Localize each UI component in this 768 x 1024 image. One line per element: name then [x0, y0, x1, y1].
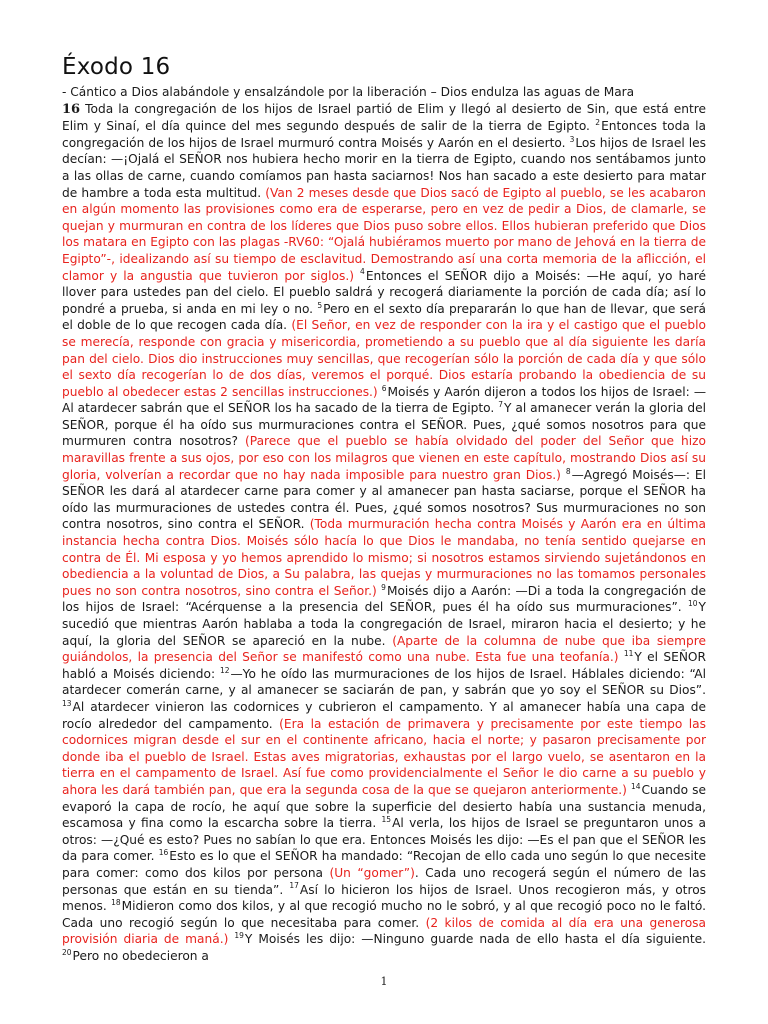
commentary-note: (Un “gomer”) [329, 865, 415, 880]
commentary-note: (Toda murmuración hecha contra Moisés y Aarón era en última instancia hecha contra Dios. Moisés sólo hacía lo que Dios le mandaba, no tenía sentido quejarse en contra de Él. Mi esposa y yo hemos aprendido lo mismo; si nosotros estamos sirviendo sujetándonos en obediencia a la voluntad de Dios, a Su palabra, las quejas y murmuraciones no las tomamos personales pues no son contra nosotros, sino contra el Señor.) [62, 517, 706, 598]
page-title: Éxodo 16 [62, 54, 171, 80]
scripture-text: Cuando se evaporó la capa de rocío, he aquí que sobre la superficie del desierto había una sustancia menuda, escamosa y fina como la escarcha sobre la tierra. [62, 782, 707, 831]
scripture-text: Al atardecer vinieron las codornices y cubrieron el campamento. Y al amanecer había una capa de rocío alrededor del campamento. [62, 699, 706, 731]
verse-number: 11 [623, 649, 634, 659]
scripture-text: Y al amanecer verán la gloria del SEÑOR, porque él ha oído sus murmuraciones contra el SEÑOR. Pues, ¿qué somos nosotros para que murmuren contra nosotros? [62, 401, 706, 449]
scripture-text: Y el SEÑOR habló a Moisés diciendo: [62, 650, 706, 681]
scripture-text: Y sucedió que mientras Aarón hablaba a toda la congregación de Israel, miraron hacia el desierto; y he aquí, la gloria del SEÑOR se apareció en la nube. [62, 600, 706, 648]
commentary-note: (Parece que el pueblo se había olvidado del poder del Señor que hizo maravillas frente a sus ojos, por eso con los milagros que vienen en este capítulo, mostrando Dios así su gloria, volverían a recordar que no hay nada imposible para nuestro gran Dios.) [62, 434, 706, 482]
verse-number: 18 [111, 898, 121, 908]
scripture-text: Toda la congregación de los hijos de Israel partió de Elim y llegó al desierto de Sin, que está entre Elim y Sinaí, el día quince del mes segundo después de salir de la tierra de Egipto. [62, 101, 706, 134]
commentary-note: (Era la estación de primavera y precisamente por este tiempo las codornices migran desde el sur en el continente africano, hacia el norte; y pasaron precisamente por donde iba el pueblo de Israel. Estas aves migratorias, exhaustas por el largo vuelo, se asentaron en la tierra en el campamento de Israel. Así fue como providencialmente el Señor le dio carne a su pueblo y ahora les dará también pan, que era la segunda cosa de la que se quejaron anteriormente.) [62, 716, 706, 797]
commentary-note: (Aparte de la columna de nube que iba siempre guiándolos, la presencia del Señor se manifestó como una nube. Esta fue una teofanía.) [62, 633, 706, 665]
scripture-text: Moisés dijo a Aarón: —Di a toda la congregación de los hijos de Israel: “Acérquense a la presencia del SEÑOR, pues él ha oído sus murmuraciones”. [62, 583, 706, 615]
scripture-text: Esto es lo que el SEÑOR ha mandado: “Recojan de ello cada uno según lo que necesite para comer: como dos kilos por persona [62, 849, 706, 880]
verse-number: 8 [565, 466, 571, 476]
verse-number: 17 [289, 881, 299, 891]
verse-number: 13 [62, 698, 72, 708]
commentary-note: (Van 2 meses desde que Dios sacó de Egipto al pueblo, se les acabaron en algún momento las provisiones como era de esperarse, pero en vez de pedir a Dios, de clamarle, se quejan y murmuran en contra de los líderes que Dios puso sobre ellos. Ellos hubieran preferido que Dios los matara en Egipto con las plagas -RV60: “Ojalá hubiéramos muerto por mano de Jehová en la tierra de Egipto”-, idealizando así su tiempo de esclavitud. Demostrando así una corta memoria de la aflicción, el clamor y la angustia que tuvieron por siglos.) [62, 185, 706, 283]
verse-number: 12 [219, 665, 230, 675]
verse-number: 7 [498, 400, 504, 410]
scripture-text: Así lo hicieron los hijos de Israel. Unos recogieron más, y otros menos. [62, 882, 706, 914]
scripture-text: Al verla, los hijos de Israel se preguntaron unos a otros: —¿Qué es esto? Pues no sabían lo que era. Entonces Moisés les dijo: —Es el pan que el SEÑOR les da para comer. [62, 816, 706, 864]
scripture-text: Midieron como dos kilos, y al que recogió mucho no le sobró, y al que recogió poco no le faltó. Cada uno recogió según lo que necesitaba para comer. [62, 899, 706, 930]
verse-number: 4 [360, 267, 365, 277]
verse-number: 6 [381, 383, 387, 393]
chapter-body [62, 84, 706, 964]
page-number: 1 [380, 975, 388, 988]
scripture-text: Entonces toda la congregación de los hijos de Israel murmuró contra Moisés y Aarón en el desierto. [62, 119, 706, 150]
scripture-text: —Yo he oído las murmuraciones de los hijos de Israel. Háblales diciendo: “Al atardecer comerán carne, y al amanecer se saciarán de pan, y sabrán que yo soy el SEÑOR su Dios”. [62, 666, 706, 698]
verse-number: 19 [234, 931, 244, 941]
scripture-text: Y Moisés les dijo: —Ninguno guarde nada de ello hasta el día siguiente. [244, 932, 706, 947]
chapter-segments [62, 102, 706, 963]
commentary-note: (El Señor, en vez de responder con la ira y el castigo que el pueblo se merecía, responde con gracia y misericordia, prometiendo a su pueblo que al día siguiente les daría pan del cielo. Dios dio instrucciones muy sencillas, que recogerían sólo la porción de cada día y que sólo el sexto día recogerían lo de dos días, veremos el porqué. Dios estaría probando la obediencia de su pueblo al obedecer estas 2 sencillas instrucciones.) [62, 318, 707, 399]
verse-number: 15 [381, 815, 392, 825]
chapter-number: 16 [62, 101, 81, 117]
verse-number: 3 [569, 134, 575, 144]
scripture-text: Entonces el SEÑOR dijo a Moisés: —He aquí, yo haré llover para ustedes pan del cielo. El pueblo saldrá y recogerá diariamente la porción de cada día; así lo pondré a prueba, si anda en mi ley o no. [62, 268, 706, 316]
scripture-text: Los hijos de Israel les decían: —¡Ojalá el SEÑOR nos hubiera hecho morir en la tierra de Egipto, cuando nos sentábamos junto a las ollas de carne, cuando comíamos pan hasta saciarnos! Nos han sacado a este desierto para matar de hambre a toda esta multitud. [62, 135, 706, 200]
scripture-text: —Agregó Moisés—: El SEÑOR les dará al atardecer carne para comer y al amanecer pan hasta saciarse, porque el SEÑOR ha oído las murmuraciones de ustedes contra él. Pues, ¿qué somos nosotros? Sus murmuraciones no son contra nosotros, sino contra el SEÑOR. [62, 467, 706, 532]
scripture-text: Pero no obedecieron a [72, 948, 209, 963]
scripture-text: Pero en el sexto día prepararán lo que han de llevar, que será el doble de lo que recogen cada día. [62, 301, 706, 333]
commentary-note: (2 kilos de comida al día era una generosa provisión diaria de maná.) [62, 915, 706, 947]
verse-number: 10 [688, 599, 698, 609]
verse-number: 14 [630, 781, 641, 791]
verse-number: 2 [595, 118, 601, 128]
verse-number: 16 [158, 848, 169, 858]
verse-number: 20 [62, 947, 72, 957]
verse-number: 5 [317, 300, 323, 310]
verse-number: 9 [381, 582, 386, 592]
chapter-subtitle: - Cántico a Dios alabándole y ensalzándole por la liberación – Dios endulza las aguas de Mara [62, 85, 635, 99]
scripture-text: . Cada uno recogerá según el número de las personas que están en su tienda”. [62, 865, 706, 897]
scripture-text: Moisés y Aarón dijeron a todos los hijos de Israel: —Al atardecer sabrán que el SEÑOR los ha sacado de la tierra de Egipto. [62, 384, 707, 416]
